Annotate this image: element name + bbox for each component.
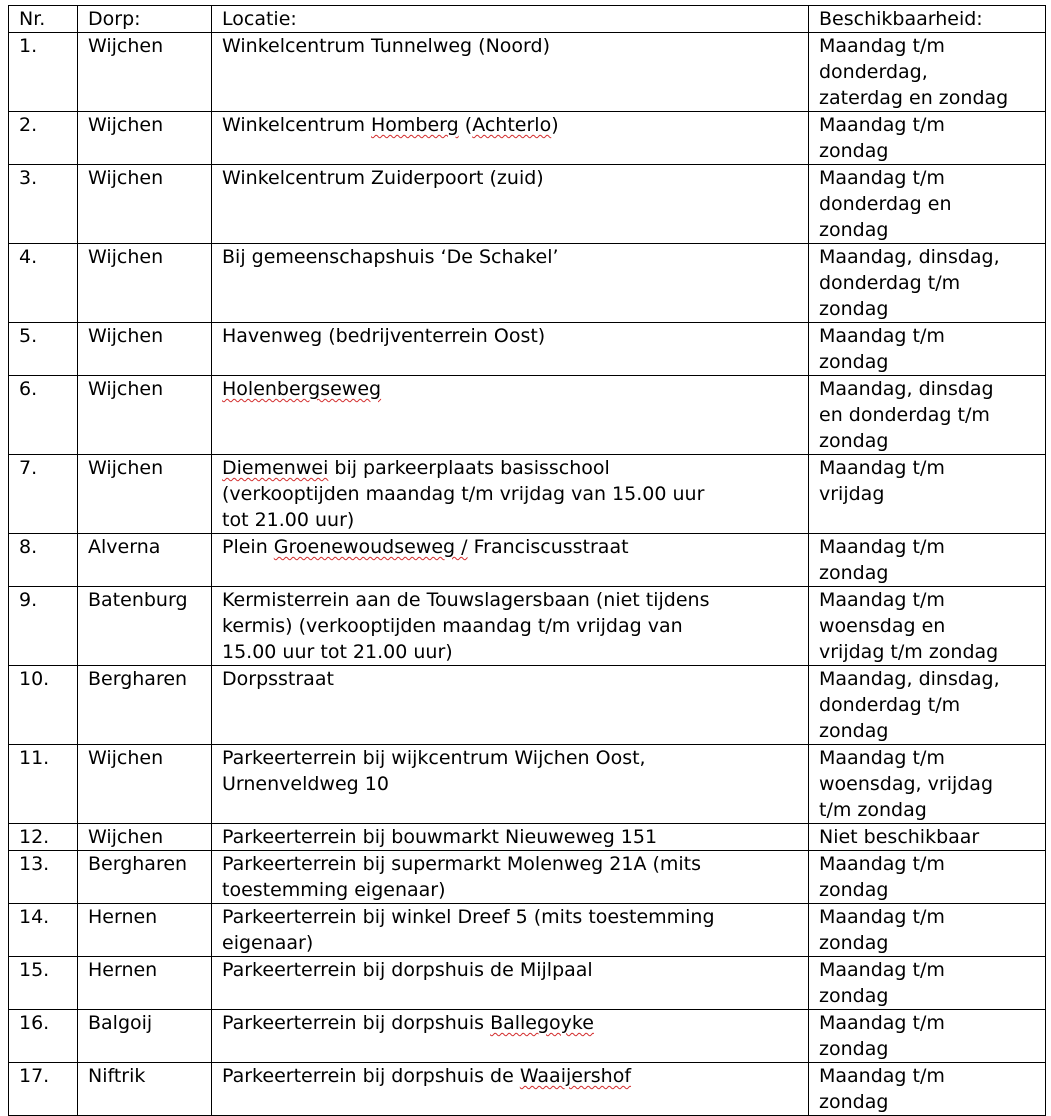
availability-line: Maandag t/m bbox=[819, 536, 945, 558]
availability-line: zondag bbox=[819, 932, 889, 954]
cell-locatie bbox=[212, 244, 809, 323]
cell-nr: 3. bbox=[9, 165, 78, 244]
availability-line: Maandag, dinsdag bbox=[819, 378, 994, 400]
cell-beschikbaarheid bbox=[809, 824, 1046, 851]
cell-nr: 10. bbox=[9, 666, 78, 745]
availability-line: Niet beschikbaar bbox=[819, 826, 980, 848]
availability-line: Maandag t/m bbox=[819, 35, 945, 57]
cell-nr: 8. bbox=[9, 534, 78, 587]
cell-dorp: Wijchen bbox=[78, 165, 212, 244]
table-header-row bbox=[9, 6, 1046, 33]
cell-nr: 12. bbox=[9, 824, 78, 851]
cell-nr: 1. bbox=[9, 33, 78, 112]
cell-locatie bbox=[212, 587, 809, 666]
location-text: Havenweg (bedrijventerrein Oost) bbox=[222, 325, 546, 347]
availability-line: Maandag t/m bbox=[819, 114, 945, 136]
cell-locatie bbox=[212, 1063, 809, 1116]
cell-dorp: Wijchen bbox=[78, 376, 212, 455]
location-text: Urnenveldweg 10 bbox=[222, 773, 389, 795]
availability-line: zondag bbox=[819, 985, 889, 1007]
cell-nr: 2. bbox=[9, 112, 78, 165]
availability-line: Maandag t/m bbox=[819, 167, 945, 189]
availability-line: Maandag t/m bbox=[819, 1012, 945, 1034]
availability-line: zondag bbox=[819, 720, 889, 742]
location-text: toestemming eigenaar) bbox=[222, 879, 446, 901]
cell-beschikbaarheid bbox=[809, 666, 1046, 745]
cell-dorp: Batenburg bbox=[78, 587, 212, 666]
cell-locatie bbox=[212, 455, 809, 534]
cell-locatie bbox=[212, 824, 809, 851]
cell-dorp: Wijchen bbox=[78, 455, 212, 534]
cell-nr: 13. bbox=[9, 851, 78, 904]
table-row bbox=[9, 323, 1046, 376]
cell-beschikbaarheid bbox=[809, 534, 1046, 587]
table-row bbox=[9, 376, 1046, 455]
location-text: Parkeerterrein bij wijkcentrum Wijchen Oost, bbox=[222, 747, 646, 769]
availability-line: zondag bbox=[819, 430, 889, 452]
spellcheck-flagged-text: Diemenwei bbox=[222, 457, 329, 479]
cell-nr: 15. bbox=[9, 957, 78, 1010]
location-text: Parkeerterrein bij supermarkt Molenweg 21A (mits bbox=[222, 853, 702, 875]
table-row bbox=[9, 534, 1046, 587]
cell-nr: 14. bbox=[9, 904, 78, 957]
cell-locatie bbox=[212, 957, 809, 1010]
table-row bbox=[9, 1010, 1046, 1063]
cell-beschikbaarheid bbox=[809, 957, 1046, 1010]
availability-line: zaterdag en zondag bbox=[819, 87, 1009, 109]
table-row bbox=[9, 244, 1046, 323]
availability-line: woensdag, vrijdag bbox=[819, 773, 994, 795]
table-row bbox=[9, 33, 1046, 112]
availability-line: woensdag en bbox=[819, 615, 946, 637]
location-text: Franciscusstraat bbox=[467, 536, 629, 558]
location-text: Plein bbox=[222, 536, 274, 558]
availability-line: Maandag t/m bbox=[819, 906, 945, 928]
table-row bbox=[9, 165, 1046, 244]
cell-locatie bbox=[212, 1010, 809, 1063]
cell-beschikbaarheid bbox=[809, 851, 1046, 904]
header-locatie: Locatie: bbox=[212, 6, 809, 33]
spellcheck-flagged-text: Achterlo bbox=[472, 114, 552, 136]
location-text: Winkelcentrum bbox=[222, 114, 372, 136]
table-row bbox=[9, 851, 1046, 904]
availability-line: t/m zondag bbox=[819, 799, 927, 821]
location-text: Parkeerterrein bij bouwmarkt Nieuweweg 151 bbox=[222, 826, 658, 848]
cell-beschikbaarheid bbox=[809, 1063, 1046, 1116]
table-row bbox=[9, 587, 1046, 666]
spellcheck-flagged-text: Ballegoyke bbox=[490, 1012, 594, 1034]
cell-dorp: Hernen bbox=[78, 904, 212, 957]
location-text: eigenaar) bbox=[222, 932, 314, 954]
cell-nr: 5. bbox=[9, 323, 78, 376]
cell-dorp: Wijchen bbox=[78, 244, 212, 323]
availability-line: zondag bbox=[819, 219, 889, 241]
location-text: Parkeerterrein bij dorpshuis de Mijlpaal bbox=[222, 959, 593, 981]
location-text: Winkelcentrum Zuiderpoort (zuid) bbox=[222, 167, 544, 189]
location-text: Parkeerterrein bij dorpshuis bbox=[222, 1012, 491, 1034]
availability-line: Maandag t/m bbox=[819, 959, 945, 981]
cell-beschikbaarheid bbox=[809, 33, 1046, 112]
table-body bbox=[9, 33, 1046, 1116]
spellcheck-flagged-text: Homberg bbox=[371, 114, 459, 136]
cell-beschikbaarheid bbox=[809, 244, 1046, 323]
availability-line: Maandag t/m bbox=[819, 589, 945, 611]
table-row bbox=[9, 904, 1046, 957]
cell-beschikbaarheid bbox=[809, 904, 1046, 957]
spellcheck-flagged-text: Groenewoudseweg / bbox=[273, 536, 468, 558]
cell-dorp: Hernen bbox=[78, 957, 212, 1010]
cell-dorp: Wijchen bbox=[78, 323, 212, 376]
cell-nr: 4. bbox=[9, 244, 78, 323]
location-text: Winkelcentrum Tunnelweg (Noord) bbox=[222, 35, 550, 57]
cell-nr: 6. bbox=[9, 376, 78, 455]
availability-line: Maandag t/m bbox=[819, 853, 945, 875]
availability-line: zondag bbox=[819, 562, 889, 584]
availability-line: zondag bbox=[819, 1091, 889, 1113]
cell-locatie bbox=[212, 33, 809, 112]
spellcheck-flagged-text: Holenbergseweg bbox=[222, 378, 382, 400]
location-text: tot 21.00 uur) bbox=[222, 509, 355, 531]
cell-nr: 9. bbox=[9, 587, 78, 666]
location-text: kermis) (verkooptijden maandag t/m vrijdag van bbox=[222, 615, 683, 637]
table-row bbox=[9, 1063, 1046, 1116]
cell-dorp: Wijchen bbox=[78, 33, 212, 112]
cell-beschikbaarheid bbox=[809, 745, 1046, 824]
availability-line: Maandag t/m bbox=[819, 457, 945, 479]
location-text: Bij gemeenschapshuis ‘De Schakel’ bbox=[222, 246, 559, 268]
spellcheck-flagged-text: Waaijershof bbox=[519, 1065, 632, 1087]
availability-line: Maandag, dinsdag, bbox=[819, 246, 1000, 268]
availability-line: donderdag en bbox=[819, 193, 952, 215]
availability-line: donderdag t/m bbox=[819, 694, 961, 716]
availability-line: Maandag, dinsdag, bbox=[819, 668, 1000, 690]
cell-beschikbaarheid bbox=[809, 1010, 1046, 1063]
availability-line: en donderdag t/m bbox=[819, 404, 990, 426]
cell-beschikbaarheid bbox=[809, 165, 1046, 244]
cell-locatie bbox=[212, 851, 809, 904]
location-text: (verkooptijden maandag t/m vrijdag van 15.00 uur bbox=[222, 483, 705, 505]
location-text: bij parkeerplaats basisschool bbox=[328, 457, 610, 479]
table-row bbox=[9, 455, 1046, 534]
location-text: ( bbox=[458, 114, 473, 136]
cell-locatie bbox=[212, 165, 809, 244]
header-nr: Nr. bbox=[9, 6, 78, 33]
availability-line: donderdag t/m bbox=[819, 272, 961, 294]
availability-line: zondag bbox=[819, 879, 889, 901]
cell-beschikbaarheid bbox=[809, 455, 1046, 534]
cell-dorp: Wijchen bbox=[78, 745, 212, 824]
location-text: Parkeerterrein bij dorpshuis de bbox=[222, 1065, 520, 1087]
cell-beschikbaarheid bbox=[809, 587, 1046, 666]
cell-locatie bbox=[212, 323, 809, 376]
availability-line: zondag bbox=[819, 1038, 889, 1060]
cell-dorp: Balgoij bbox=[78, 1010, 212, 1063]
cell-locatie bbox=[212, 112, 809, 165]
cell-beschikbaarheid bbox=[809, 323, 1046, 376]
location-text: 15.00 uur tot 21.00 uur) bbox=[222, 641, 453, 663]
header-beschikbaarheid: Beschikbaarheid: bbox=[809, 6, 1046, 33]
table-row bbox=[9, 112, 1046, 165]
cell-locatie bbox=[212, 745, 809, 824]
cell-dorp: Wijchen bbox=[78, 112, 212, 165]
availability-line: vrijdag bbox=[819, 483, 885, 505]
location-text: Parkeerterrein bij winkel Dreef 5 (mits toestemming bbox=[222, 906, 715, 928]
cell-dorp: Niftrik bbox=[78, 1063, 212, 1116]
availability-line: Maandag t/m bbox=[819, 747, 945, 769]
cell-nr: 17. bbox=[9, 1063, 78, 1116]
availability-line: zondag bbox=[819, 140, 889, 162]
cell-locatie bbox=[212, 904, 809, 957]
table-row bbox=[9, 745, 1046, 824]
cell-nr: 16. bbox=[9, 1010, 78, 1063]
table-row bbox=[9, 957, 1046, 1010]
location-text: Kermisterrein aan de Touwslagersbaan (niet tijdens bbox=[222, 589, 710, 611]
locations-table bbox=[8, 5, 1046, 1116]
availability-line: Maandag t/m bbox=[819, 325, 945, 347]
cell-dorp: Wijchen bbox=[78, 824, 212, 851]
cell-locatie bbox=[212, 534, 809, 587]
cell-nr: 11. bbox=[9, 745, 78, 824]
availability-line: Maandag t/m bbox=[819, 1065, 945, 1087]
cell-dorp: Bergharen bbox=[78, 666, 212, 745]
cell-locatie bbox=[212, 376, 809, 455]
availability-line: donderdag, bbox=[819, 61, 928, 83]
cell-beschikbaarheid bbox=[809, 376, 1046, 455]
availability-line: zondag bbox=[819, 298, 889, 320]
table-row bbox=[9, 666, 1046, 745]
cell-locatie bbox=[212, 666, 809, 745]
cell-dorp: Bergharen bbox=[78, 851, 212, 904]
location-text: ) bbox=[551, 114, 559, 136]
cell-nr: 7. bbox=[9, 455, 78, 534]
cell-dorp: Alverna bbox=[78, 534, 212, 587]
table-row bbox=[9, 824, 1046, 851]
cell-beschikbaarheid bbox=[809, 112, 1046, 165]
availability-line: zondag bbox=[819, 351, 889, 373]
availability-line: vrijdag t/m zondag bbox=[819, 641, 999, 663]
header-dorp: Dorp: bbox=[78, 6, 212, 33]
location-text: Dorpsstraat bbox=[222, 668, 334, 690]
